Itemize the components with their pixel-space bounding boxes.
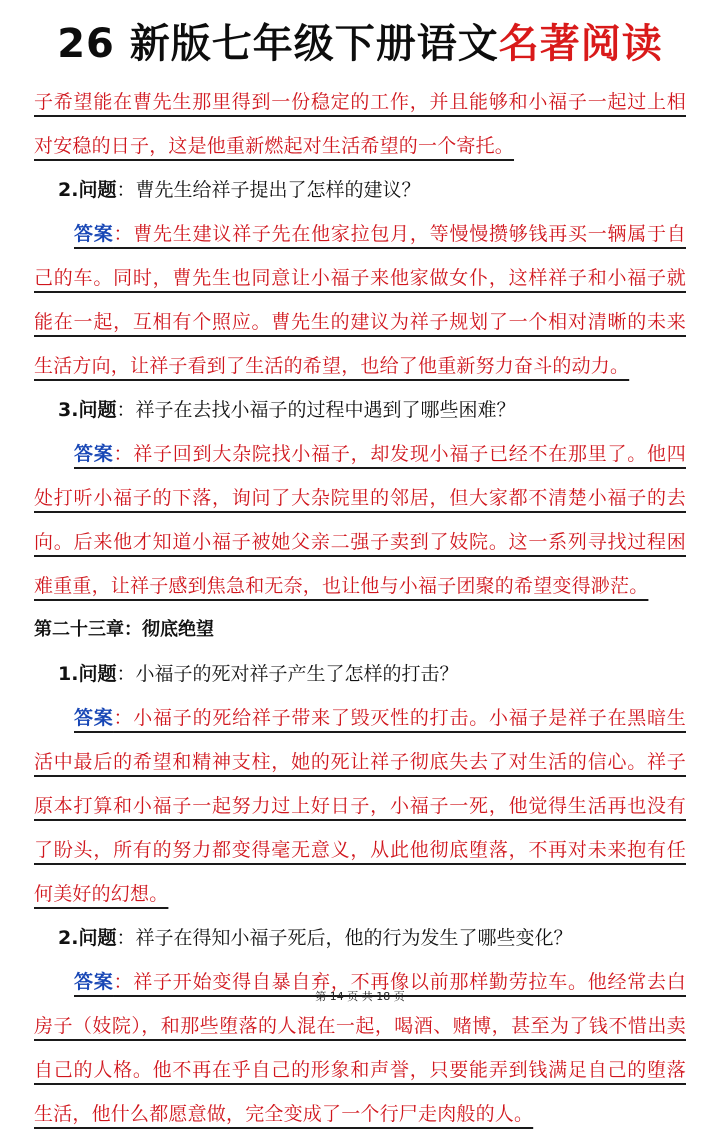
- question-number: 3.问题: [58, 399, 117, 421]
- answer-label: 答案: [74, 223, 114, 245]
- question-line: [34, 388, 686, 432]
- question-line: [34, 916, 686, 960]
- answer-label: 答案: [74, 707, 114, 729]
- title-highlight: 名著阅读: [498, 20, 663, 67]
- question-separator: ：: [116, 927, 136, 949]
- question-separator: ：: [116, 399, 136, 421]
- qa-item: [34, 388, 686, 608]
- question-text: 小福子的死对祥子产生了怎样的打击？: [135, 663, 459, 685]
- question-number: 1.问题: [58, 663, 117, 685]
- question-number: 2.问题: [58, 927, 117, 949]
- answer-label: 答案: [74, 443, 114, 465]
- chapter-heading: 第二十三章：彻底绝望: [34, 619, 214, 640]
- question-number: 2.问题: [58, 179, 117, 201]
- question-separator: ：: [116, 179, 136, 201]
- question-text: 祥子在得知小福子死后，他的行为发生了哪些变化？: [135, 927, 573, 949]
- page-footer: 第 14 页 共 18 页: [315, 990, 405, 1003]
- title-main: 26 新版七年级下册语文: [57, 20, 499, 67]
- question-separator: ：: [116, 663, 136, 685]
- question-text: 曹先生给祥子提出了怎样的建议？: [135, 179, 421, 201]
- answer-text: ：小福子的死给祥子带来了毁灭性的打击。小福子是祥子在黑暗生活中最后的希望和精神支柱，她的死让祥子彻底失去了对生活的信心。祥子原本打算和小福子一起努力过上好日子，小福子一死，他觉得生活再也没有了盼头，所有的努力都变得毫无意义，从此他彻底堕落，不再对未来抱有任何美好的幻想。: [34, 707, 686, 905]
- answer-text: ：祥子回到大杂院找小福子，却发现小福子已经不在那里了。他四处打听小福子的下落，询问了大杂院里的邻居，但大家都不清楚小福子的去向。后来他才知道小福子被她父亲二强子卖到了妓院。这一系列寻找过程困难重重，让祥子感到焦急和无奈，也让他与小福子团聚的希望变得渺茫。: [34, 443, 686, 597]
- answer-text: ：曹先生建议祥子先在他家拉包月，等慢慢攒够钱再买一辆属于自己的车。同时，曹先生也同意让小福子来他家做女仆，这样祥子和小福子就能在一起，互相有个照应。曹先生的建议为祥子规划了一个相对清晰的未来生活方向，让祥子看到了生活的希望，也给了他重新努力奋斗的动力。: [34, 223, 686, 377]
- answer-paragraph: [34, 432, 686, 608]
- answer-paragraph: [34, 960, 686, 1136]
- qa-item: [34, 168, 686, 388]
- qa-item: [34, 916, 686, 1136]
- answer-text: ：祥子开始变得自暴自弃，不再像以前那样勤劳拉车。他经常去白房子（妓院），和那些堕落的人混在一起，喝酒、赌博，甚至为了钱不惜出卖自己的人格。他不再在乎自己的形象和声誉，只要能弄到钱满足自己的堕落生活，他什么都愿意做，完全变成了一个行尸走肉般的人。: [34, 971, 686, 1125]
- question-text: 祥子在去找小福子的过程中遇到了哪些困难？: [135, 399, 516, 421]
- answer-paragraph: [34, 696, 686, 916]
- answer-label: 答案: [74, 971, 114, 993]
- question-line: [34, 652, 686, 696]
- answer-paragraph: [34, 212, 686, 388]
- intro-answer-continuation: 子希望能在曹先生那里得到一份稳定的工作，并且能够和小福子一起过上相对安稳的日子，这是他重新燃起对生活希望的一个寄托。: [34, 91, 686, 157]
- question-line: [34, 168, 686, 212]
- page-title: [34, 0, 686, 80]
- qa-item: [34, 652, 686, 916]
